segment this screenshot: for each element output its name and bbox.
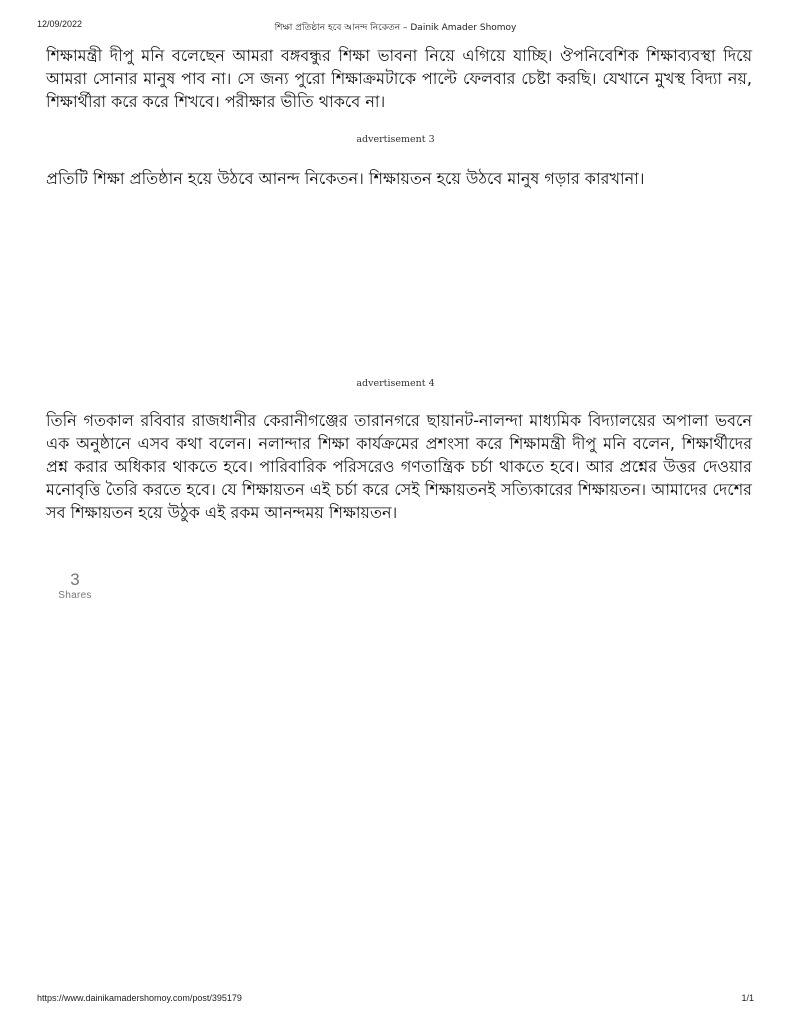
- share-label: Shares: [58, 590, 92, 601]
- article-paragraph-1: [46, 44, 752, 113]
- print-url: https://www.dainikamadershomoy.com/post/395179: [37, 993, 242, 1003]
- advertisement-label-4: advertisement 4: [356, 378, 435, 389]
- print-page-title: শিক্ষা প্রতিষ্ঠান হবে আনন্দ নিকেতন – Dainik Amader Shomoy: [274, 23, 517, 33]
- print-page-number: 1/1: [741, 993, 754, 1003]
- share-counter[interactable]: [52, 570, 98, 602]
- share-count: 3: [70, 570, 80, 589]
- advertisement-label-3: advertisement 3: [356, 134, 435, 145]
- print-date: 12/09/2022: [37, 19, 83, 29]
- article-paragraph-3: [46, 409, 752, 524]
- paragraph-text: তিনি গতকাল রবিবার রাজধানীর কেরানীগঞ্জের তারানগরে ছায়ানট-নালন্দা মাধ্যমিক বিদ্যালয়ের অপালা ভবনে এক অনুষ্ঠানে এসব কথা বলেন। নলান্দার শিক্ষা কার্যক্রমের প্রশংসা করে শিক্ষামন্ত্রী দীপু মনি বলেন, শিক্ষার্থীদের প্রশ্ন করার অধিকার থাকতে হবে। পারিবারিক পরিসরেও গণতান্ত্রিক চর্চা থাকতে হবে। আর প্রশ্নের উত্তর দেওয়ার মনোবৃত্তি তৈরি করতে হবে। যে শিক্ষায়তন এই চর্চা করে সেই শিক্ষায়তনই সত্যিকারের শিক্ষায়তন। আমাদের দেশের সব শিক্ষায়তন হয়ে উঠুক এই রকম আনন্দময় শিক্ষায়তন।: [46, 411, 752, 522]
- article-paragraph-2: [46, 167, 752, 190]
- paragraph-text: প্রতিটি শিক্ষা প্রতিষ্ঠান হয়ে উঠবে আনন্দ নিকেতন। শিক্ষায়তন হয়ে উঠবে মানুষ গড়ার কারখানা।: [46, 169, 645, 188]
- paragraph-text: শিক্ষামন্ত্রী দীপু মনি বলেছেন আমরা বঙ্গবন্ধুর শিক্ষা ভাবনা নিয়ে এগিয়ে যাচ্ছি। ঔপনিবেশিক শিক্ষাব্যবস্থা দিয়ে আমরা সোনার মানুষ পাব না। সে জন্য পুরো শিক্ষাক্রমটাকে পাল্টে ফেলবার চেষ্টা করছি। যেখানে মুখস্থ বিদ্যা নয়, শিক্ষার্থীরা করে করে শিখবে। পরীক্ষার ভীতি থাকবে না।: [46, 46, 752, 111]
